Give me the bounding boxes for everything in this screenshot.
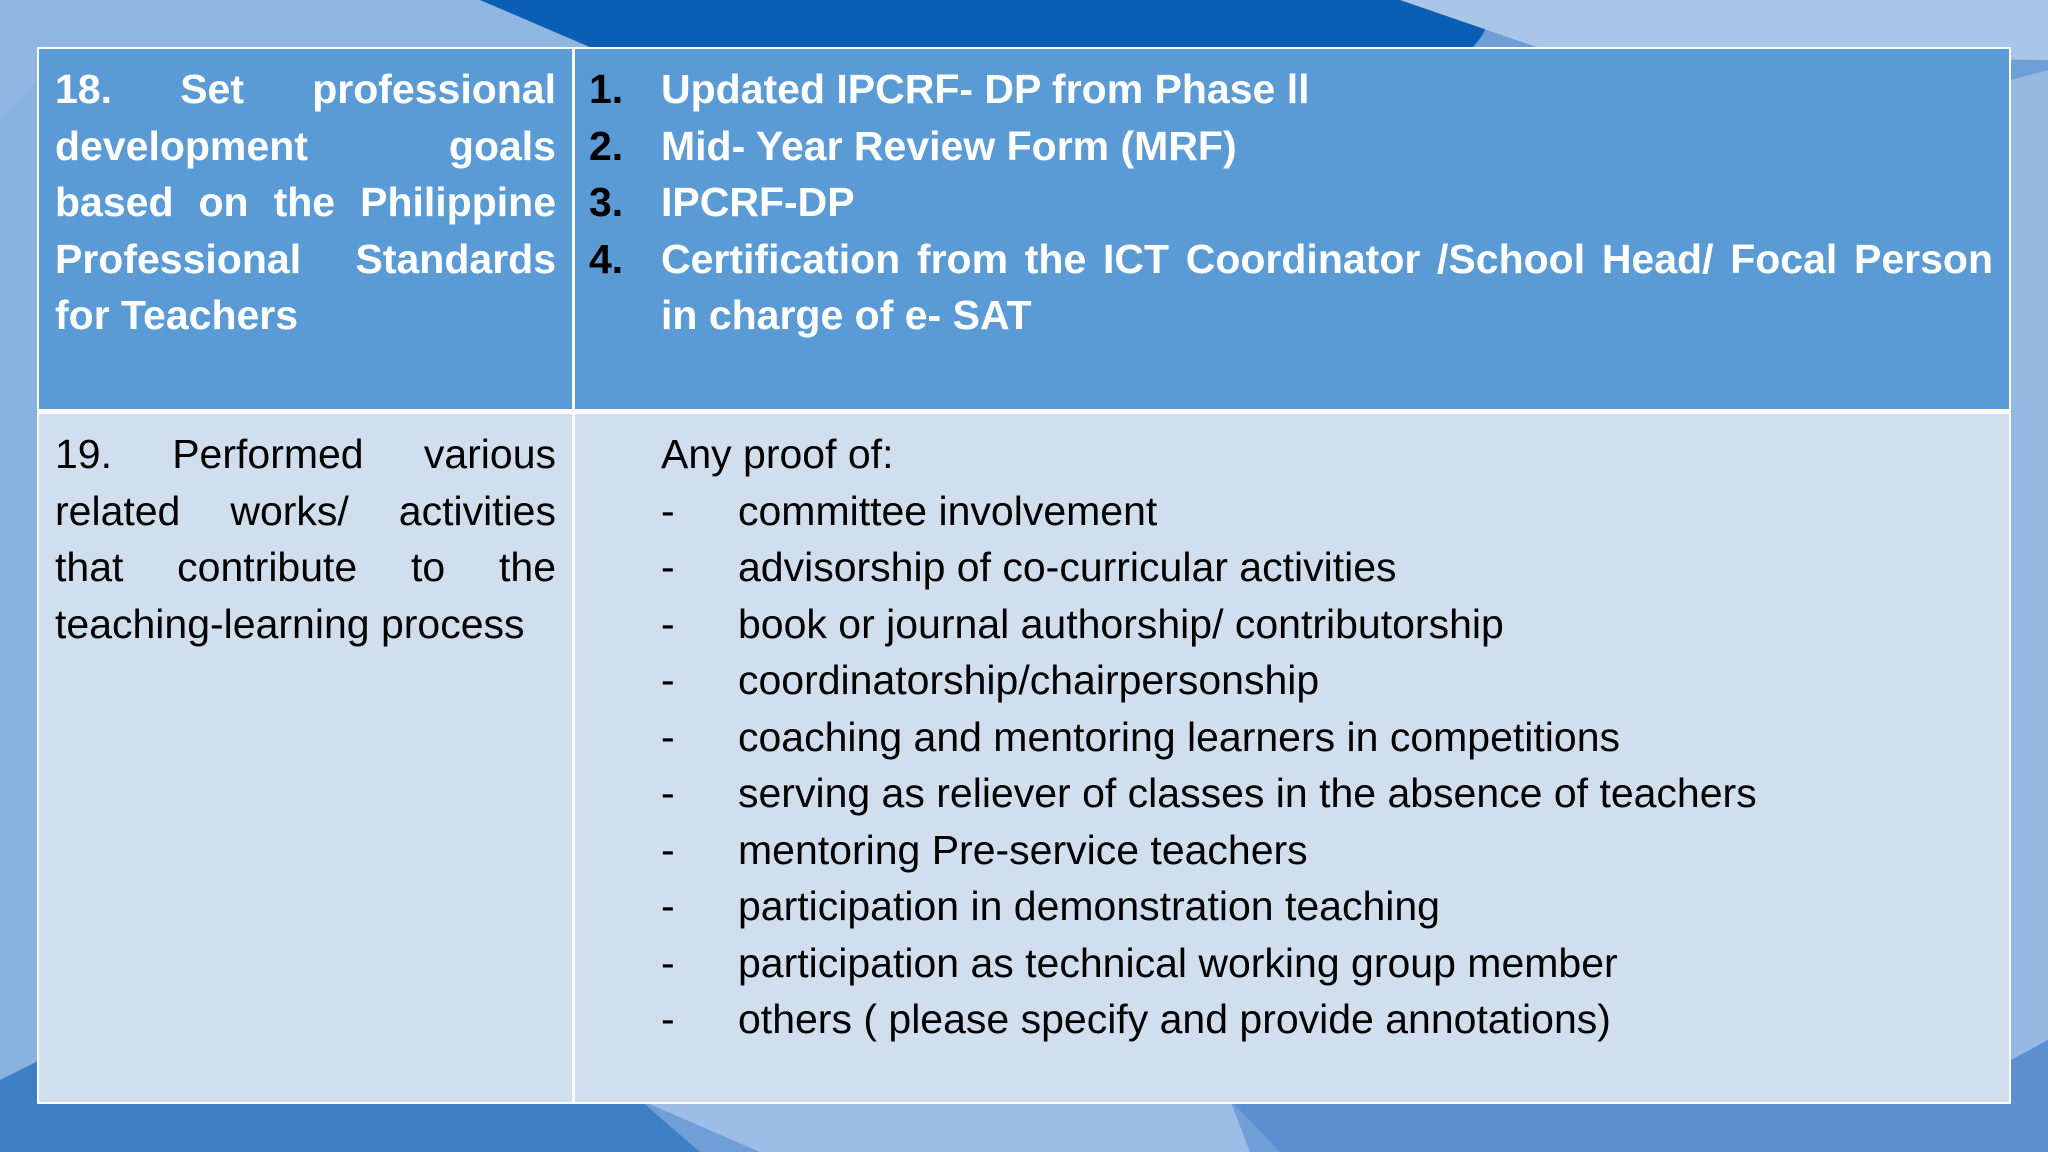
list-item — [575, 174, 1993, 231]
list-item — [575, 596, 1993, 653]
list-item-text: serving as reliever of classes in the absence of teachers — [738, 770, 1757, 816]
criterion-18-evidence-cell — [575, 49, 2009, 414]
list-item-text: Certification from the ICT Coordinator /School Head/ Focal Person in charge of e- SAT — [661, 235, 1993, 338]
list-item-text: Updated IPCRF- DP from Phase ll — [661, 66, 1310, 112]
list-item — [575, 539, 1993, 596]
list-item — [575, 878, 1993, 935]
list-item-text: Mid- Year Review Form (MRF) — [661, 122, 1237, 169]
bullet-dash: - — [661, 883, 675, 929]
criteria-table — [37, 47, 2011, 1104]
proof-intro: Any proof of: — [661, 431, 894, 477]
bullet-dash: - — [661, 544, 675, 590]
list-item-text: mentoring Pre-service teachers — [738, 826, 1308, 873]
list-item-text: others ( please specify and provide annotations) — [738, 996, 1611, 1042]
list-number: 4. — [589, 235, 624, 282]
list-item — [575, 991, 1993, 1048]
list-number: 1. — [589, 66, 624, 112]
criterion-19-cell — [39, 414, 575, 1102]
bullet-dash: - — [661, 770, 675, 816]
evidence-numbered-list — [575, 61, 1993, 344]
bullet-dash: - — [661, 939, 675, 986]
criterion-19-evidence-cell — [575, 414, 2009, 1102]
list-number: 2. — [589, 122, 624, 169]
list-item-text: committee involvement — [738, 487, 1158, 534]
list-item-text: book or journal authorship/ contributorship — [738, 600, 1504, 647]
list-item — [575, 709, 1993, 766]
criterion-18-text: 18. Set professional development goals based on the Philippine Professional Standards for Teachers — [55, 66, 556, 338]
list-item — [575, 231, 1993, 344]
list-item — [575, 822, 1993, 879]
list-item-text: IPCRF-DP — [661, 179, 855, 225]
list-item-text: advisorship of co-curricular activities — [738, 544, 1397, 590]
criterion-19-text: 19. Performed various related works/ activities that contribute to the teaching-learning process — [55, 431, 556, 647]
evidence-dash-list — [575, 483, 1993, 1048]
list-item — [575, 61, 1993, 118]
list-item — [575, 935, 1993, 992]
list-item-text: participation in demonstration teaching — [738, 883, 1440, 929]
bullet-dash: - — [661, 657, 675, 703]
criterion-18-cell — [39, 49, 575, 414]
list-item-text: participation as technical working group member — [738, 939, 1618, 986]
bullet-dash: - — [661, 996, 675, 1042]
list-number: 3. — [589, 179, 624, 225]
bullet-dash: - — [661, 600, 675, 647]
bullet-dash: - — [661, 487, 675, 534]
list-item — [575, 483, 1993, 540]
list-item-text: coordinatorship/chairpersonship — [738, 657, 1320, 703]
bullet-dash: - — [661, 713, 675, 760]
list-item — [575, 118, 1993, 175]
list-item-text: coaching and mentoring learners in competitions — [738, 713, 1621, 760]
list-item — [575, 652, 1993, 709]
bullet-dash: - — [661, 826, 675, 873]
list-item — [575, 765, 1993, 822]
